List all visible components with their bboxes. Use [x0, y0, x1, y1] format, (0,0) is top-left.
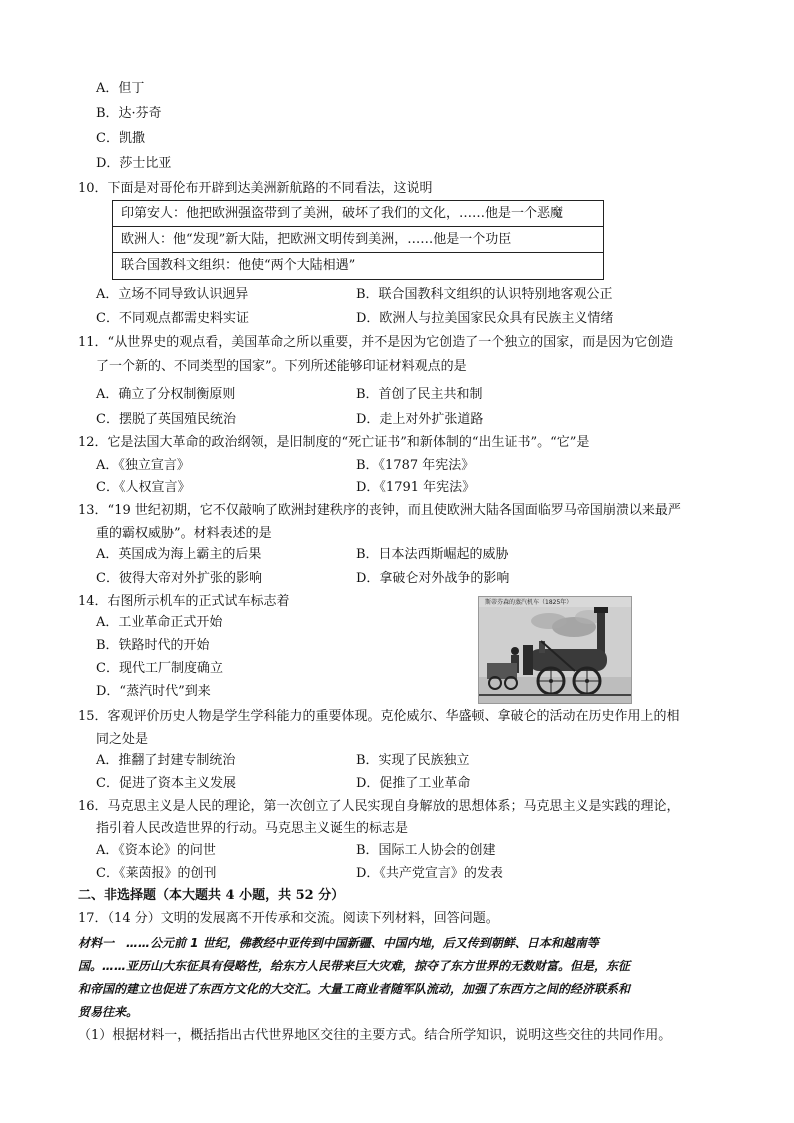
steam-locomotive-icon — [479, 597, 631, 703]
q13-stem: 13．“19 世纪初期，它不仅敲响了欧洲封建秩序的丧钟，而且使欧洲大陆各国面临罗马帝国崩溃以来最严 — [78, 503, 681, 518]
q16-stem: 16．马克思主义是人民的理论，第一次创立了人民实现自身解放的思想体系；马克思主义是实践的理论， — [78, 799, 680, 814]
q17-material-1-cont: 和帝国的建立也促进了东西方文化的大交汇。大量工商业者随军队流动，加强了东西方之间的经济联系和 — [78, 982, 631, 996]
q17-subquestion-1: （1）根据材料一，概括指出古代世界地区交往的主要方式。结合所学知识，说明这些交往的共同作用。 — [78, 1028, 672, 1043]
q11-option-b: B．首创了民主共和制 — [356, 387, 483, 402]
q9-option-b: B．达·芬奇 — [96, 106, 162, 121]
q17-material-1-cont: 贸易往来。 — [78, 1005, 139, 1019]
q16-option-b: B．国际工人协会的创建 — [356, 843, 496, 858]
q10-quote-table — [112, 200, 604, 280]
q11-option-c: C．摆脱了英国殖民统治 — [96, 412, 236, 427]
q14-option-a: A．工业革命正式开始 — [96, 615, 223, 630]
q9-option-a: A．但丁 — [96, 81, 145, 96]
q12-option-c: C．《人权宣言》 — [96, 480, 191, 495]
q12-option-b: B．《1787 年宪法》 — [356, 458, 475, 473]
q11-stem: 11．“从世界史的观点看，美国革命之所以重要，并不是因为它创造了一个独立的国家，而是因为它创造 — [78, 335, 674, 350]
q14-stem: 14．右图所示机车的正式试车标志着 — [78, 594, 290, 609]
q15-option-b: B．实现了民族独立 — [356, 753, 470, 768]
q13-option-a: A．英国成为海上霸主的后果 — [96, 547, 262, 562]
q16-option-d: D．《共产党宣言》的发表 — [356, 866, 503, 881]
q12-option-a: A．《独立宣言》 — [96, 458, 190, 473]
q10-option-c: C．不同观点都需史料实证 — [96, 311, 249, 326]
q10-quote-row: 联合国教科文组织：他使“两个大陆相遇” — [121, 258, 356, 273]
q14-option-d: D．“蒸汽时代”到来 — [96, 684, 211, 699]
q13-option-b: B．日本法西斯崛起的威胁 — [356, 547, 509, 562]
q9-option-d: D．莎士比亚 — [96, 156, 172, 171]
q13-option-d: D．拿破仑对外战争的影响 — [356, 571, 510, 586]
q11-stem-cont: 了一个新的、不同类型的国家”。下列所述能够印证材料观点的是 — [96, 359, 467, 374]
q17-material-1-cont: 国。……亚历山大东征具有侵略性，给东方人民带来巨大灾难，掠夺了东方世界的无数财富。但是，东征 — [78, 959, 631, 973]
q15-stem: 15．客观评价历史人物是学生学科能力的重要体现。克伦威尔、华盛顿、拿破仑的活动在历史作用上的相 — [78, 709, 680, 724]
q10-option-d: D．欧洲人与拉美国家民众具有民族主义情绪 — [356, 311, 614, 326]
locomotive-image-caption: 斯蒂芬森的蒸汽机车（1825年） — [485, 599, 573, 606]
q13-option-c: C．彼得大帝对外扩张的影响 — [96, 571, 262, 586]
q15-option-a: A．推翻了封建专制统治 — [96, 753, 236, 768]
q10-option-b: B．联合国教科文组织的认识特别地客观公正 — [356, 287, 613, 302]
q11-option-a: A．确立了分权制衡原则 — [96, 387, 236, 402]
q17-material-1: 材料一 ……公元前 1 世纪，佛教经中亚传到中国新疆、中国内地，后又传到朝鲜、日本和越南等 — [78, 936, 599, 950]
q16-option-a: A．《资本论》的问世 — [96, 843, 216, 858]
q9-option-c: C．凯撒 — [96, 131, 145, 146]
q10-quote-row: 印第安人：他把欧洲强盗带到了美洲，破坏了我们的文化，……他是一个恶魔 — [113, 201, 603, 227]
q10-stem: 10．下面是对哥伦布开辟到达美洲新航路的不同看法，这说明 — [78, 181, 433, 196]
q10-option-a: A．立场不同导致认识迥异 — [96, 287, 249, 302]
q15-stem-cont: 同之处是 — [96, 732, 149, 747]
q14-option-c: C．现代工厂制度确立 — [96, 661, 223, 676]
q11-option-d: D．走上对外扩张道路 — [356, 412, 484, 427]
q12-stem: 12．它是法国大革命的政治纲领，是旧制度的“死亡证书”和新体制的“出生证书”。“它”是 — [78, 435, 590, 450]
q16-option-c: C．《莱茵报》的创刊 — [96, 866, 217, 881]
q13-stem-cont: 重的霸权威胁”。材料表述的是 — [96, 526, 272, 541]
q15-option-d: D．促推了工业革命 — [356, 776, 471, 791]
q15-option-c: C．促进了资本主义发展 — [96, 776, 236, 791]
q10-quote-row: 欧洲人：他“发现”新大陆，把欧洲文明传到美洲，……他是一个功臣 — [113, 227, 603, 253]
q14-option-b: B．铁路时代的开始 — [96, 638, 210, 653]
locomotive-image — [478, 596, 632, 704]
q17-stem: 17．（14 分）文明的发展离不开传承和交流。阅读下列材料，回答问题。 — [78, 911, 499, 926]
q12-option-d: D．《1791 年宪法》 — [356, 480, 476, 495]
q16-stem-cont: 指引着人民改造世界的行动。马克思主义诞生的标志是 — [96, 821, 409, 836]
section-title: 二、非选择题（本大题共 4 小题，共 52 分） — [78, 888, 345, 903]
